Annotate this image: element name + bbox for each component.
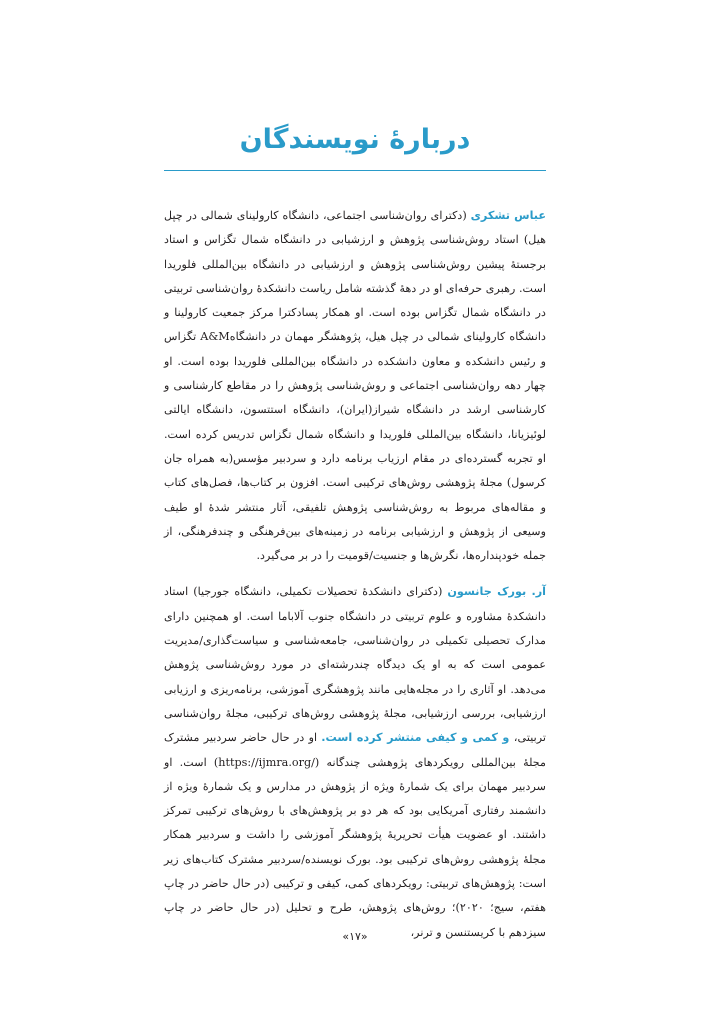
- author-bio-paragraph-2: [164, 580, 546, 944]
- author-bio-text-1-latin: A&M: [200, 330, 230, 344]
- authors-section: [164, 204, 546, 945]
- author-bio-text-2a: (دکترای دانشکدهٔ تحصیلات تکمیلی، دانشگاه جورجیا) استاد دانشکدهٔ مشاوره و علوم تربیتی در دانشگاه جنوب آلاباما است. او همچنین دارای مدارک تحصیلی تکمیلی در روان‌شناسی، جامعه‌شناسی و سیاست‌گذاری/مدیریت عمومی است که به او یک دیدگاه چندرشته‌ای در مورد روش‌شناسی پژوهش می‌دهد. او آثاری را در مجله‌هایی مانند پژوهشگری آموزشی، برنامه‌ریزی و ارزیابی ارزشیابی، بررسی ارزشیابی، مجلهٔ پژوهشی روش‌های ترکیبی، مجلهٔ روان‌شناسی تربیتی،: [164, 585, 546, 745]
- page-number: «۱۷»: [342, 930, 368, 943]
- page-title: دربارهٔ نویسندگان: [239, 124, 471, 155]
- author-name-2: آر. بورک جانسون: [447, 585, 547, 599]
- author-name-1: عباس تشکری: [470, 209, 546, 222]
- author-bio-highlight: و کمی و کیفی منتشر کرده است.: [321, 731, 514, 745]
- author-bio-text-1b: تگزاس و رئیس دانشکده و معاون دانشکده در دانشگاه بین‌المللی فلوریدا بوده است. او چهار دهه روان‌شناسی اجتماعی و روش‌شناسی پژوهش را در مقاطع کارشناسی و کارشناسی ارشد در دانشگاه شیراز(ایران)، دانشگاه استتسون، دانشگاه ایالتی لوئیزیانا، دانشگاه بین‌المللی فلوریدا و دانشگاه شمال تگزاس تدریس کرده است. او تجربه گسترده‌ای در مقام ارزیاب برنامه دارد و سردبیر مؤسس(به همراه جان کرسول) مجلهٔ پژوهشی روش‌های ترکیبی است. افزون بر کتاب‌ها، فصل‌های کتاب و مقاله‌های مربوط به روش‌شناسی پژوهش تلفیقی، آثار منتشر شدهٔ او طیف وسیعی از پژوهش و ارزشیابی برنامه در زمینه‌های بین‌فرهنگی و چندفرهنگی، از جمله خودپنداره‌ها، نگرش‌ها و جنسیت/قومیت را در بر می‌گیرد.: [164, 330, 546, 563]
- author-bio-text-2b: او در حال حاضر سردبیر مشترک مجلهٔ بین‌المللی رویکردهای پژوهشی چندگانه: [164, 731, 547, 769]
- title-divider: [164, 170, 546, 171]
- author-bio-text-1a: (دکترای روان‌شناسی اجتماعی، دانشگاه کارولینای شمالی در چپل هیل) استاد روش‌شناسی پژوهش و ارزشیابی در دانشگاه شمال تگزاس و استاد برجستهٔ پیشین روش‌شناسی پژوهش و ارزشیابی در دانشگاه بین‌المللی فلوریدا است. رهبری حرفه‌ای او در دههٔ گذشته شامل ریاست دانشکدهٔ روان‌شناسی تربیتی در دانشگاه شمال تگزاس بوده است. او همکار پسادکترا مرکز جمعیت کارولینا و دانشگاه کارولینای شمالی در چپل هیل، پژوهشگر مهمان در دانشگاه: [164, 209, 546, 344]
- author-bio-paragraph-1: [164, 204, 546, 568]
- author-bio-text-2c: است. او سردبیر مهمان برای یک شمارهٔ ویژه از پژوهش در مدارس و یک شمارهٔ ویژه از دانشمند رفتاری آمریکایی بود که هر دو بر پژوهش‌های با روش‌های ترکیبی تمرکز داشتند. او عضویت هیأت تحریریهٔ پژوهشگر آموزشی را داشت و سردبیر همکار مجلهٔ پژوهشی روش‌های ترکیبی بود. بورک نویسنده/سردبیر مشترک کتاب‌های زیر است: پژوهش‌های تربیتی: رویکردهای کمی، کیفی و ترکیبی (در حال حاضر در چاپ هفتم، سیج؛ ۲۰۲۰)؛ روش‌های پژوهش، طرح و تحلیل (در حال حاضر در چاپ سیزدهم با کریستنسن و ترنر،: [164, 755, 546, 939]
- journal-url: (https://ijmra.org/): [213, 755, 320, 769]
